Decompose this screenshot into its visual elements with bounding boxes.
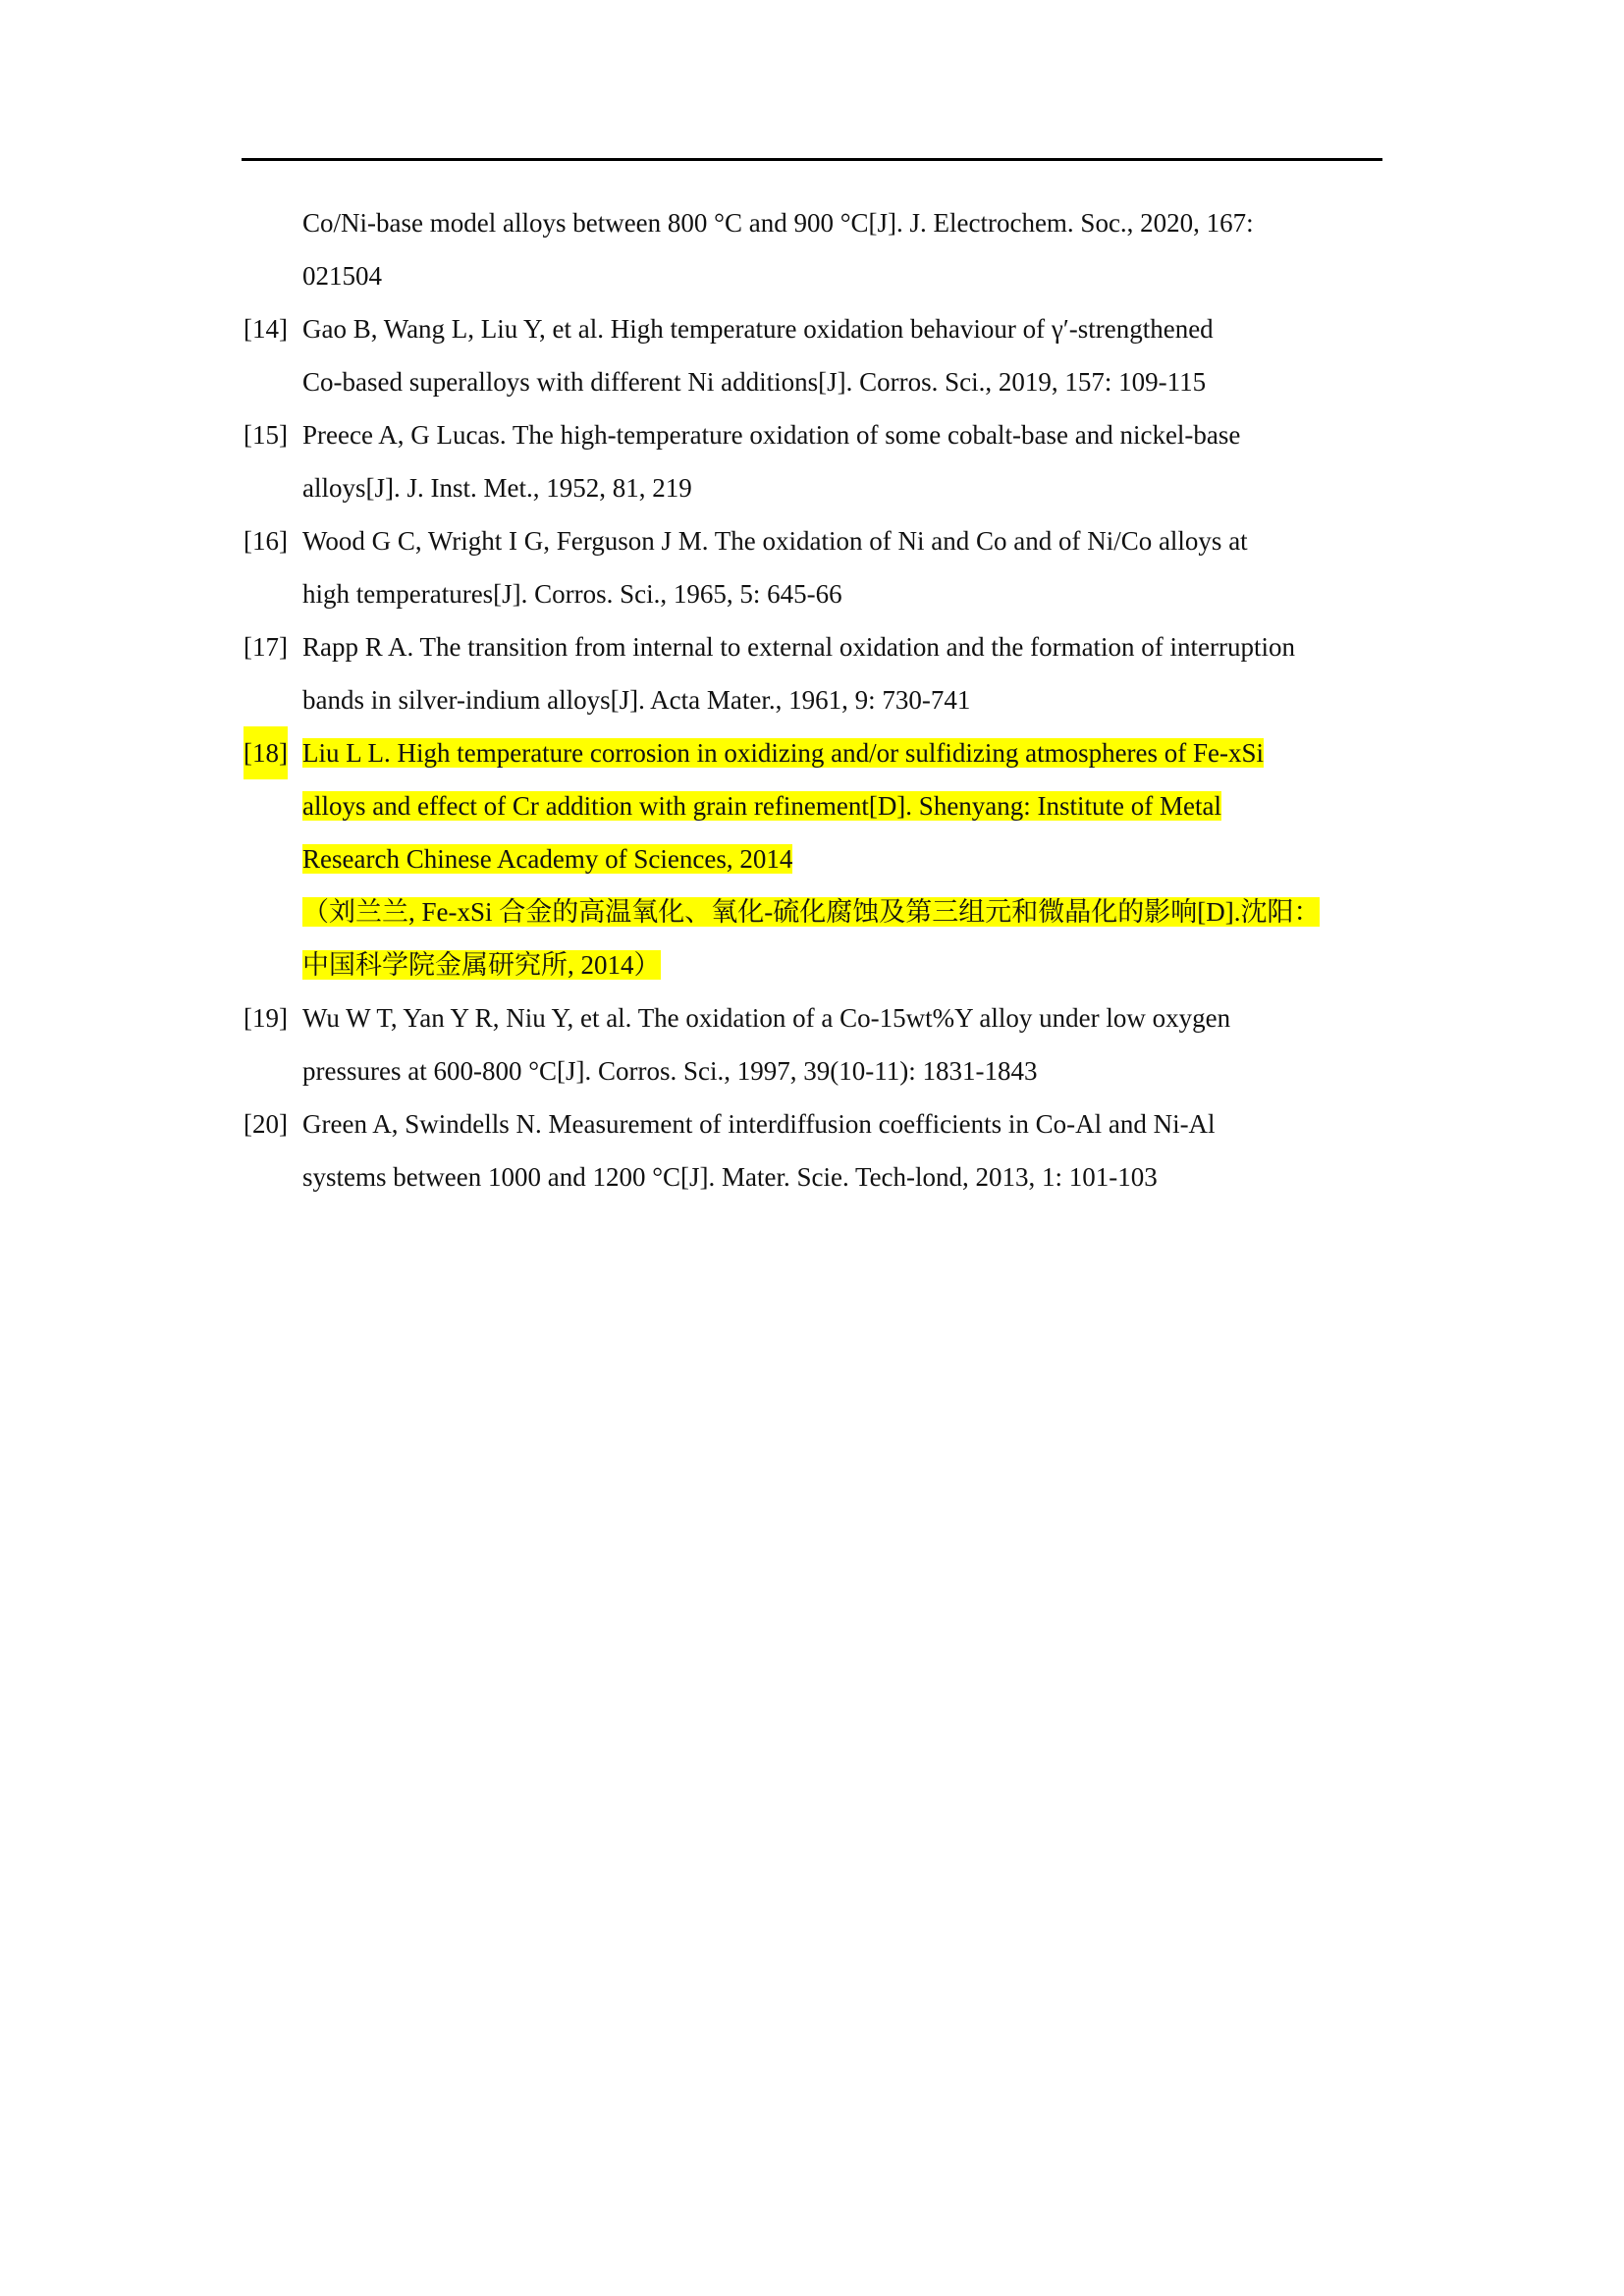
highlighted-text: alloys and effect of Cr addition with grain refinement[D]. Shenyang: Institute of Metal [302,791,1221,821]
reference-line: bands in silver-indium alloys[J]. Acta Mater., 1961, 9: 730-741 [302,685,971,715]
reference-number: [17] [244,632,288,662]
highlighted-text: （刘兰兰, Fe-xSi 合金的高温氧化、氧化-硫化腐蚀及第三组元和微晶化的影响[D].沈阳： [302,897,1321,927]
reference-line: alloys[J]. J. Inst. Met., 1952, 81, 219 [302,473,692,503]
reference-line: Green A, Swindells N. Measurement of interdiffusion coefficients in Co-Al and Ni-Al [302,1109,1216,1139]
reference-line: Rapp R A. The transition from internal to external oxidation and the formation of interruption [302,632,1296,662]
highlighted-text: Liu L L. High temperature corrosion in oxidizing and/or sulfidizing atmospheres of Fe-xSi [302,738,1265,768]
highlighted-line [302,726,1392,779]
highlighted-text: Research Chinese Academy of Sciences, 2014 [302,844,793,874]
reference-line: Wood G C, Wright I G, Ferguson J M. The oxidation of Ni and Co and of Ni/Co alloys at [302,526,1248,556]
reference-line: high temperatures[J]. Corros. Sci., 1965, 5: 645-66 [302,579,842,609]
highlighted-line-chinese [302,938,1392,991]
header-rule [242,158,1382,161]
reference-15 [244,408,1392,514]
reference-18-highlighted [244,726,1392,991]
reference-number: [15] [244,420,288,450]
reference-list [244,196,1392,1203]
reference-number: [20] [244,1109,288,1139]
reference-number: [16] [244,526,288,556]
reference-16 [244,514,1392,620]
reference-number: [19] [244,1003,288,1033]
reference-20 [244,1097,1392,1203]
highlighted-line [302,832,1392,885]
reference-19 [244,991,1392,1097]
reference-number: [14] [244,314,288,344]
reference-line: Gao B, Wang L, Liu Y, et al. High temperature oxidation behaviour of γʹ-strengthened [302,314,1214,344]
reference-line: Wu W T, Yan Y R, Niu Y, et al. The oxidation of a Co-15wt%Y alloy under low oxygen [302,1003,1231,1033]
reference-17 [244,620,1392,726]
reference-line: Co-based superalloys with different Ni additions[J]. Corros. Sci., 2019, 157: 109-115 [302,367,1207,397]
reference-line: 021504 [302,261,382,291]
reference-line: Preece A, G Lucas. The high-temperature oxidation of some cobalt-base and nickel-base [302,420,1241,450]
reference-continued [244,196,1392,302]
reference-line: pressures at 600-800 °C[J]. Corros. Sci., 1997, 39(10-11): 1831-1843 [302,1056,1038,1086]
highlighted-line-chinese [302,885,1392,938]
reference-14 [244,302,1392,408]
highlighted-line [302,779,1392,832]
reference-number: [18] [244,726,288,779]
reference-line: Co/Ni-base model alloys between 800 °C and 900 °C[J]. J. Electrochem. Soc., 2020, 167: [302,208,1254,238]
reference-line: systems between 1000 and 1200 °C[J]. Mater. Scie. Tech-lond, 2013, 1: 101-103 [302,1162,1158,1192]
highlighted-text: 中国科学院金属研究所, 2014） [302,950,661,980]
